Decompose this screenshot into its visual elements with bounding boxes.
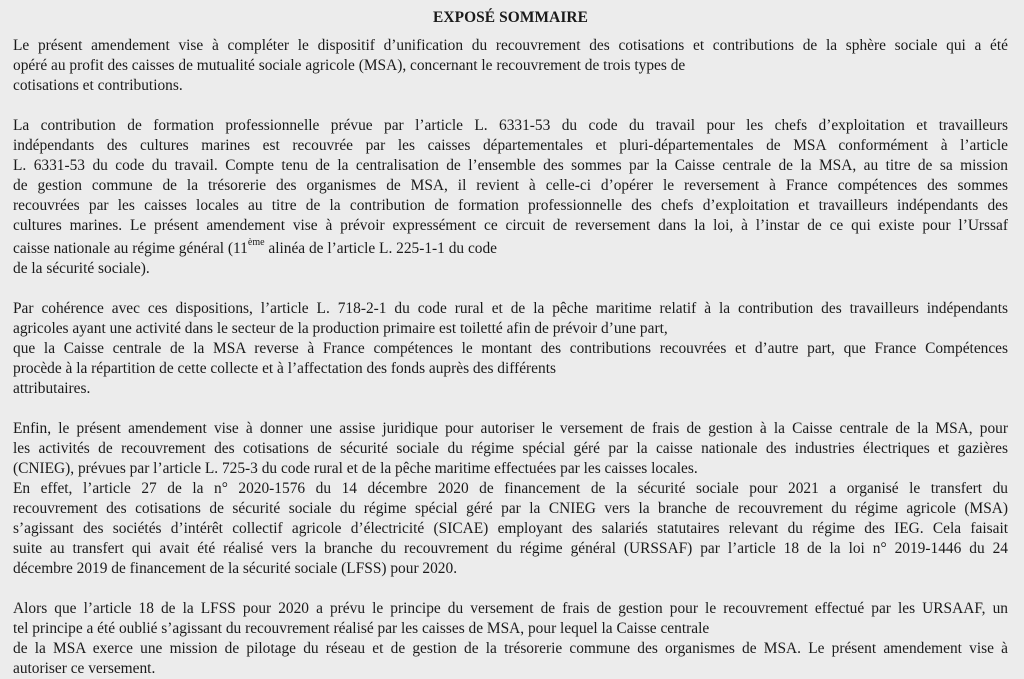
- text-line: décembre 2019 de financement de la sécurité sociale (LFSS) pour 2020.: [13, 560, 458, 577]
- text-line: recouvrement des cotisations de sécurité sociale du régime spécial géré par la CNIEG vers la branche de recouvrement du régime agricole (MSA): [13, 500, 1008, 517]
- text-line: de la sécurité sociale).: [13, 260, 150, 277]
- page-title: EXPOSÉ SOMMAIRE: [433, 9, 588, 26]
- text-line: opéré au profit des caisses de mutualité sociale agricole (MSA), concernant le recouvrement de trois types de: [13, 57, 686, 74]
- text-line: que la Caisse centrale de la MSA reverse à France compétences le montant des contributions recouvrées et d’autre part, que France Compétences: [13, 340, 1008, 357]
- text-line: autoriser ce versement.: [13, 660, 156, 677]
- text-line: de gestion commune de la trésorerie des organismes de MSA, il revient à celle-ci d’opérer le reversement à France compétences des sommes: [13, 177, 1008, 194]
- text-line: cotisations et contributions.: [13, 77, 183, 94]
- text-line: s’agissant des sociétés d’intérêt collectif agricole d’électricité (SICAE) employant des salariés statutaires relevant du régime des IEG. Cela faisait: [13, 520, 1008, 537]
- text-line: La contribution de formation professionnelle prévue par l’article L. 6331-53 du code du travail pour les chefs d’exploitation et travailleurs: [13, 117, 1008, 134]
- text-line: les activités de recouvrement des cotisations de sécurité sociale du régime spécial géré par la caisse nationale des industries électriques et gazières: [13, 440, 1008, 457]
- text-line: En effet, l’article 27 de la n° 2020-1576 du 14 décembre 2020 de financement de la sécurité sociale pour 2021 a organisé le transfert du: [13, 480, 1008, 497]
- text-line: tel principe a été oublié s’agissant du recouvrement réalisé par les caisses de MSA, pour lequel la Caisse centrale: [13, 620, 710, 637]
- text-line: (CNIEG), prévues par l’article L. 725-3 du code rural et de la pêche maritime effectuées par les caisses locales.: [13, 460, 698, 477]
- text-line: recouvrées par les caisses locales au titre de la contribution de formation professionnelle des chefs d’exploitation et travailleurs indépendants des: [13, 197, 1008, 214]
- text-line: Alors que l’article 18 de la LFSS pour 2020 a prévu le principe du versement de frais de gestion pour le recouvrement effectué par les URSAAF, un: [13, 600, 1008, 617]
- text-line: procède à la répartition de cette collecte et à l’affectation des fonds auprès des différents: [13, 360, 556, 377]
- text-line: suite au transfert qui avait été réalisé vers la branche du recouvrement du régime général (URSSAF) par l’article 18 de la loi n° 2019-1446 du 24: [13, 540, 1008, 557]
- paragraph-management-fees: [13, 419, 1008, 479]
- text-line: Par cohérence avec ces dispositions, l’article L. 718-2-1 du code rural et de la pêche maritime relatif à la contribution des travailleurs indépendants: [13, 300, 1008, 317]
- superscript: ème: [247, 237, 265, 248]
- text-line: agricoles ayant une activité dans le secteur de la production primaire est toiletté afin de prévoir d’une part,: [13, 320, 668, 337]
- paragraph-cnieg-transfer: [13, 479, 1008, 579]
- text-line: attributaires.: [13, 380, 91, 397]
- paragraph-formation-contribution: [13, 116, 1008, 279]
- text-fragment: alinéa de l’article L. 225-1-1 du code: [264, 240, 498, 257]
- text-line: Enfin, le présent amendement vise à donner une assise juridique pour autoriser le versement de frais de gestion à la Caisse centrale de la MSA, pour: [13, 420, 1008, 437]
- paragraph-intro: [13, 36, 1008, 96]
- text-line: Le présent amendement vise à compléter le dispositif d’unification du recouvrement des cotisations et contributions de la sphère sociale qui a été: [13, 37, 1008, 54]
- text-fragment: caisse nationale au régime général (11: [13, 240, 248, 257]
- paragraph-coherence: [13, 299, 1008, 399]
- text-line: indépendants des cultures marines est recouvrée par les caisses départementales et pluri-départementales de MSA conformément à l’article: [13, 137, 1008, 154]
- text-line: L. 6331-53 du code du travail. Compte tenu de la centralisation de l’ensemble des sommes par la Caisse centrale de la MSA, au titre de sa mission: [13, 157, 1008, 174]
- paragraph-lfss: [13, 599, 1008, 679]
- text-line: de la MSA exerce une mission de pilotage du réseau et de gestion de la trésorerie commune des organismes de MSA. Le présent amendement vise à: [13, 640, 1008, 657]
- text-line: [13, 239, 1008, 259]
- text-line: cultures marines. Le présent amendement vise à prévoir expressément ce circuit de reversement dans la loi, à l’instar de ce qui existe pour l’Urssaf: [13, 217, 1008, 234]
